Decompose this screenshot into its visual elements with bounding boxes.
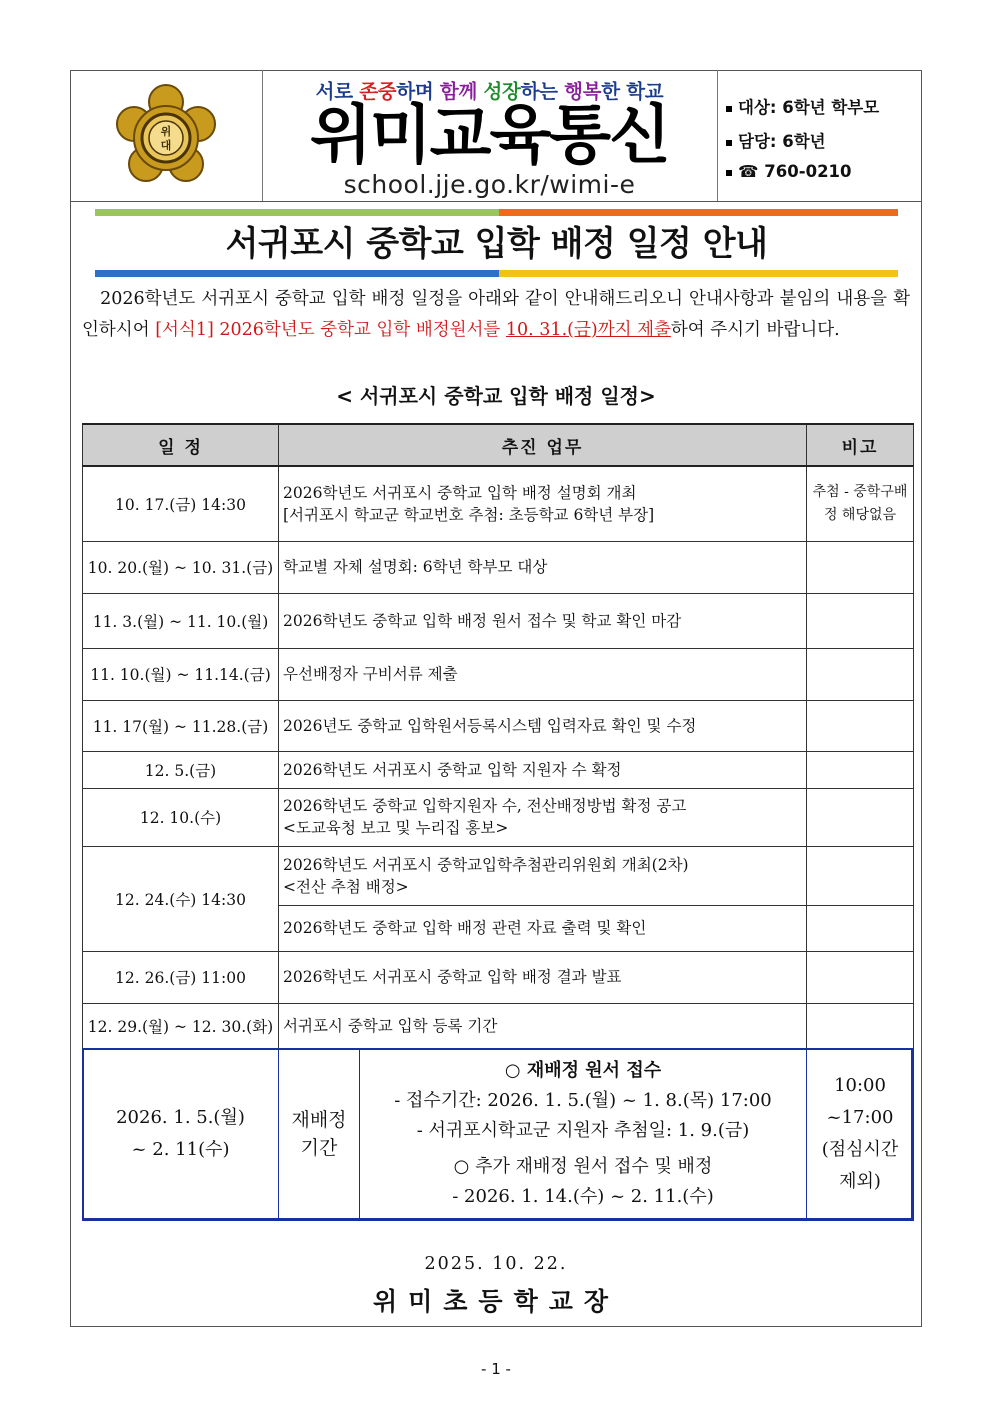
page-number: - 1 -	[481, 1360, 511, 1378]
page-title: 서귀포시 중학교 입학 배정 일정 안내	[225, 224, 768, 264]
motto-part: 하는	[520, 80, 565, 103]
row-date: 11. 3.(월) ~ 11. 10.(월)	[83, 593, 279, 648]
reassignment-row	[83, 1048, 914, 1220]
table-header-row	[83, 424, 914, 466]
row-date: 12. 24.(수) 14:30	[83, 846, 279, 951]
header-task: 추진 업무	[279, 424, 807, 466]
reassignment-note	[807, 1048, 914, 1220]
row-date: 12. 5.(금)	[83, 751, 279, 788]
target-info	[726, 94, 879, 118]
intro-paragraph	[82, 284, 910, 346]
title-cell	[262, 70, 718, 201]
task-line: <도교육청 보고 및 누리집 홍보>	[283, 819, 509, 837]
task-line: [서귀포시 학교군 학교번호 추첨: 초등학교 6학년 부장]	[283, 505, 655, 524]
charge-info	[726, 128, 826, 152]
table-row	[83, 751, 914, 788]
row-date: 10. 17.(금) 14:30	[83, 466, 279, 541]
table-row	[83, 700, 914, 751]
charge-text: 담당: 6학년	[738, 132, 826, 151]
school-url[interactable]: school.jje.go.kr/wimi-e	[343, 170, 636, 199]
newsletter-header	[70, 70, 922, 202]
note-line: 10:00	[834, 1075, 886, 1096]
table-row	[83, 788, 914, 846]
banner-bar	[499, 209, 898, 216]
seal-text-bottom: 대	[160, 139, 172, 152]
row-task: 2026년도 중학교 입학원서등록시스템 입력자료 확인 및 수정	[279, 700, 807, 751]
target-text: 대상: 6학년 학부모	[738, 98, 880, 117]
row-note	[807, 905, 914, 951]
school-signature: 위미초등학교장	[372, 1287, 620, 1316]
logo-cell	[70, 70, 263, 201]
motto-part: 존중	[359, 80, 397, 103]
row-date: 12. 26.(금) 11:00	[83, 951, 279, 1003]
reassignment-label	[279, 1049, 360, 1219]
motto-part: 행복	[564, 80, 602, 103]
banner-bar	[499, 270, 898, 277]
table-row	[83, 541, 914, 593]
phone-info	[726, 162, 852, 181]
issue-date: 2025. 10. 22.	[424, 1254, 568, 1274]
newsletter-title: 위미교육통신	[310, 99, 669, 173]
row-note	[807, 846, 914, 905]
table-row	[83, 648, 914, 700]
row-task: 2026학년도 서귀포시 중학교 입학 지원자 수 확정	[279, 751, 807, 788]
row-task: 2026학년도 서귀포시 중학교 입학 배정 결과 발표	[279, 951, 807, 1003]
banner-bar	[95, 209, 499, 216]
row-task	[279, 466, 807, 541]
row-task: 2026학년도 중학교 입학 배정 원서 접수 및 학교 확인 마감	[279, 593, 807, 648]
bullet-icon	[726, 170, 732, 176]
date-line: ~ 2. 11(수)	[131, 1139, 230, 1160]
motto-part: 한 학교	[601, 80, 664, 103]
detail-line: - 서귀포시학교군 지원자 추첨일: 1. 9.(금)	[416, 1120, 750, 1141]
label-line: 기간	[300, 1137, 338, 1159]
intro-text: 2026학년도 서귀포시 중학교 입학 배정 일정을 아래와 같이 안내해드리오니 안내사항과 붙임의 내용을 확인하시어	[82, 289, 910, 340]
row-date: 10. 20.(월) ~ 10. 31.(금)	[83, 541, 279, 593]
table-row	[83, 466, 914, 541]
label-line: 재배정	[291, 1109, 347, 1131]
task-line: 2026학년도 중학교 입학지원자 수, 전산배정방법 확정 공고	[283, 797, 687, 815]
row-task: 서귀포시 중학교 입학 등록 기간	[279, 1003, 807, 1048]
note-line: (점심시간	[821, 1139, 899, 1160]
row-note	[807, 593, 914, 648]
school-seal-icon	[114, 84, 218, 188]
reassignment-date	[83, 1048, 279, 1220]
bullet-icon	[726, 140, 732, 146]
schedule-table	[82, 423, 914, 1221]
table-row	[83, 951, 914, 1003]
date-line: 2026. 1. 5.(월)	[116, 1107, 245, 1128]
row-date: 11. 17(월) ~ 11.28.(금)	[83, 700, 279, 751]
task-line: 2026학년도 서귀포시 중학교 입학 배정 설명회 개최	[283, 483, 637, 502]
bullet-icon	[726, 106, 732, 112]
row-task	[279, 846, 807, 905]
header-date: 일 정	[83, 424, 279, 466]
table-row	[83, 846, 914, 905]
row-date: 11. 10.(월) ~ 11.14.(금)	[83, 648, 279, 700]
banner-bar	[95, 270, 499, 277]
row-note	[807, 751, 914, 788]
detail-line: ○ 추가 재배정 원서 접수 및 배정	[453, 1156, 713, 1177]
reassignment-details	[360, 1049, 806, 1219]
row-note	[807, 541, 914, 593]
row-note	[807, 788, 914, 846]
seal-text-top: 위	[160, 125, 172, 138]
task-line: <전산 추첨 배정>	[283, 877, 409, 896]
detail-line: ○ 재배정 원서 접수	[504, 1060, 662, 1081]
reassignment-cell	[279, 1048, 807, 1220]
row-note	[807, 1003, 914, 1048]
motto-part: 성장	[483, 80, 521, 103]
row-note: 추첨 - 중학구배정 해당없음	[807, 466, 914, 541]
intro-text-end: 하여 주시기 바랍니다.	[670, 320, 840, 340]
motto-part: 서로	[315, 80, 360, 103]
table-row	[83, 1003, 914, 1048]
table-row	[83, 593, 914, 648]
row-task	[279, 788, 807, 846]
row-date: 12. 29.(월) ~ 12. 30.(화)	[83, 1003, 279, 1048]
row-task: 우선배정자 구비서류 제출	[279, 648, 807, 700]
detail-line: - 접수기간: 2026. 1. 5.(월) ~ 1. 8.(목) 17:00	[394, 1090, 772, 1111]
title-banner	[95, 209, 898, 277]
schedule-subtitle: < 서귀포시 중학교 입학 배정 일정>	[336, 384, 656, 408]
header-note: 비고	[807, 424, 914, 466]
row-note	[807, 951, 914, 1003]
intro-deadline: 10. 31.(금)까지 제출	[505, 320, 671, 340]
row-note	[807, 648, 914, 700]
row-date: 12. 10.(수)	[83, 788, 279, 846]
phone-text: ☎ 760-0210	[738, 162, 852, 181]
intro-highlight: [서식1] 2026학년도 중학교 입학 배정원서를	[155, 320, 506, 340]
motto-part: 함께	[439, 80, 484, 103]
row-task: 학교별 자체 설명회: 6학년 학부모 대상	[279, 541, 807, 593]
detail-line: - 2026. 1. 14.(수) ~ 2. 11.(수)	[452, 1186, 714, 1207]
task-line: 2026학년도 서귀포시 중학교입학추첨관리위원회 개최(2차)	[283, 855, 689, 874]
info-cell	[718, 70, 922, 201]
row-task: 2026학년도 중학교 입학 배정 관련 자료 출력 및 확인	[279, 905, 807, 951]
note-line: 제외)	[839, 1171, 881, 1192]
row-note	[807, 700, 914, 751]
motto-part: 하며	[396, 80, 440, 103]
note-line: ~17:00	[826, 1107, 894, 1128]
